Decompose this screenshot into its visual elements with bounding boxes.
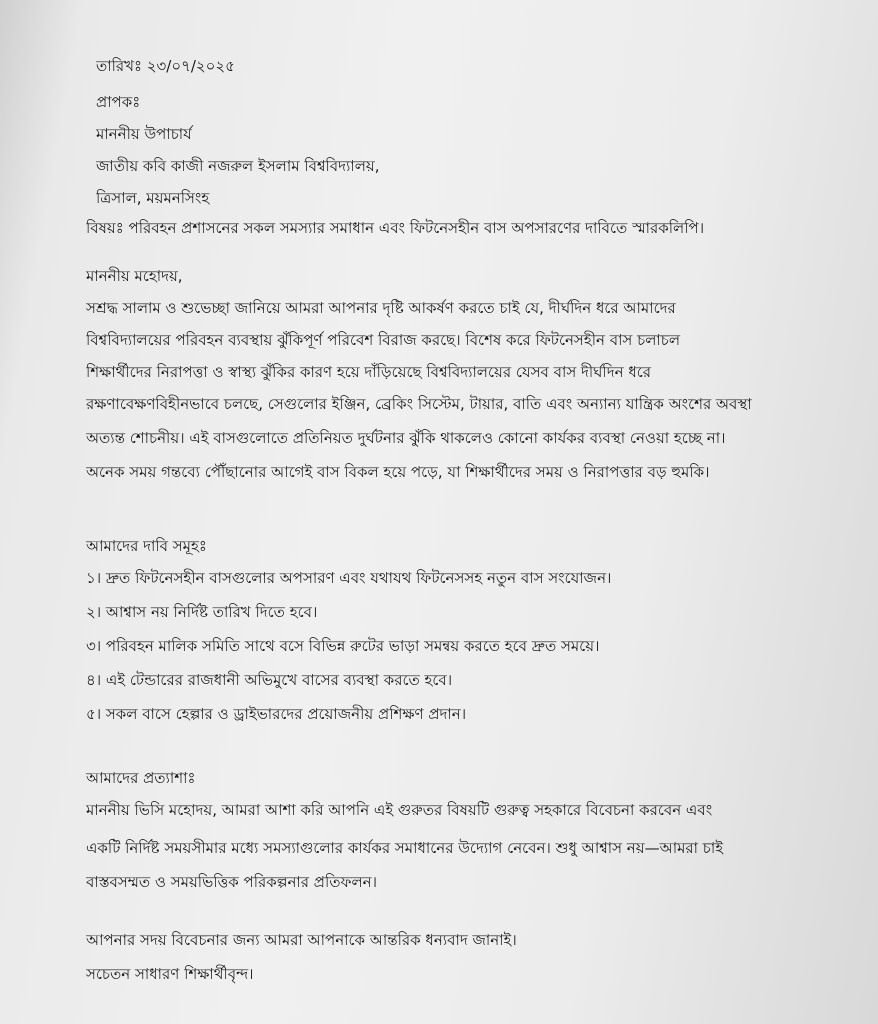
letter-subject: বিষয়ঃ পরিবহন প্রশাসনের সকল সমস্যার সমাধান এবং ফিটনেসহীন বাস অপসারণের দাবিতে স্মারকলিপি। xyxy=(86,219,705,237)
body-line: শিক্ষার্থীদের নিরাপত্তা ও স্বাস্থ্য ঝুঁকির কারণ হয়ে দাঁড়িয়েছে বিশ্ববিদ্যালয়ের যেসব বাস দীর্ঘদিন ধরে xyxy=(86,363,652,381)
body-line: অত্যন্ত শোচনীয়। এই বাসগুলোতে প্রতিনিয়ত দুর্ঘটনার ঝুঁকি থাকলেও কোনো কার্যকর ব্যবস্থা নেওয়া হচ্ছে না। xyxy=(86,429,726,447)
demand-item: ১। দ্রুত ফিটনেসহীন বাসগুলোর অপসারণ এবং যথাযথ ফিটনেসসহ নতুন বাস সংযোজন। xyxy=(86,569,612,587)
demand-item: ২। আশ্বাস নয় নির্দিষ্ট তারিখ দিতে হবে। xyxy=(86,603,318,621)
demand-item: ৫। সকল বাসে হেল্পার ও ড্রাইভারদের প্রয়োজনীয় প্রশিক্ষণ প্রদান। xyxy=(86,705,467,723)
demand-item: ৪। এই টেন্ডারের রাজধানী অভিমুখে বাসের ব্যবস্থা করতে হবে। xyxy=(86,671,453,689)
body-line: অনেক সময় গন্তব্যে পৌঁছানোর আগেই বাস বিকল হয়ে পড়ে, যা শিক্ষার্থীদের সময় ও নিরাপত্তার বড় হুমকি। xyxy=(86,463,710,481)
expectation-line: মাননীয় ভিসি মহোদয়, আমরা আশা করি আপনি এই গুরুতর বিষয়টি গুরুত্ব সহকারে বিবেচনা করবেন এবং xyxy=(86,801,713,819)
demands-heading: আমাদের দাবি সমূহঃ xyxy=(86,537,207,555)
salutation: মাননীয় মহোদয়, xyxy=(86,267,183,285)
signature-line: সচেতন সাধারণ শিক্ষার্থীবৃন্দ। xyxy=(86,965,254,983)
body-line: রক্ষণাবেক্ষণবিহীনভাবে চলছে, সেগুলোর ইঞ্জিন, ব্রেকিং সিস্টেম, টায়ার, বাতি এবং অন্যান্য যান্ত্রিক অংশের অবস্থা xyxy=(86,395,752,413)
recipient-institution: জাতীয় কবি কাজী নজরুল ইসলাম বিশ্ববিদ্যালয়, xyxy=(96,157,380,175)
expectation-line: বাস্তবসম্মত ও সময়ভিত্তিক পরিকল্পনার প্রতিফলন। xyxy=(86,873,377,891)
letter-date: তারিখঃ ২৩/০৭/২০২৫ xyxy=(96,57,235,75)
closing-line: আপনার সদয় বিবেচনার জন্য আমরা আপনাকে আন্তরিক ধন্যবাদ জানাই। xyxy=(86,931,517,949)
expectation-line: একটি নির্দিষ্ট সময়সীমার মধ্যে সমস্যাগুলোর কার্যকর সমাধানের উদ্যোগ নেবেন। শুধু আশ্বাস নয়—আমরা চাই xyxy=(86,839,724,857)
body-line: বিশ্ববিদ্যালয়ের পরিবহন ব্যবস্থায় ঝুঁকিপূর্ণ পরিবেশ বিরাজ করছে। বিশেষ করে ফিটনেসহীন বাস চলাচল xyxy=(86,331,681,349)
recipient-label: প্রাপকঃ xyxy=(96,93,141,111)
body-line: সশ্রদ্ধ সালাম ও শুভেচ্ছা জানিয়ে আমরা আপনার দৃষ্টি আকর্ষণ করতে চাই যে, দীর্ঘদিন ধরে আমাদের xyxy=(86,299,676,317)
recipient-address: ত্রিসাল, ময়মনসিংহ xyxy=(96,189,210,207)
demand-item: ৩। পরিবহন মালিক সমিতি সাথে বসে বিভিন্ন রুটের ভাড়া সমন্বয় করতে হবে দ্রুত সময়ে। xyxy=(86,637,600,655)
expectation-heading: আমাদের প্রত্যাশাঃ xyxy=(86,769,196,787)
recipient-title: মাননীয় উপাচার্য xyxy=(96,125,192,143)
